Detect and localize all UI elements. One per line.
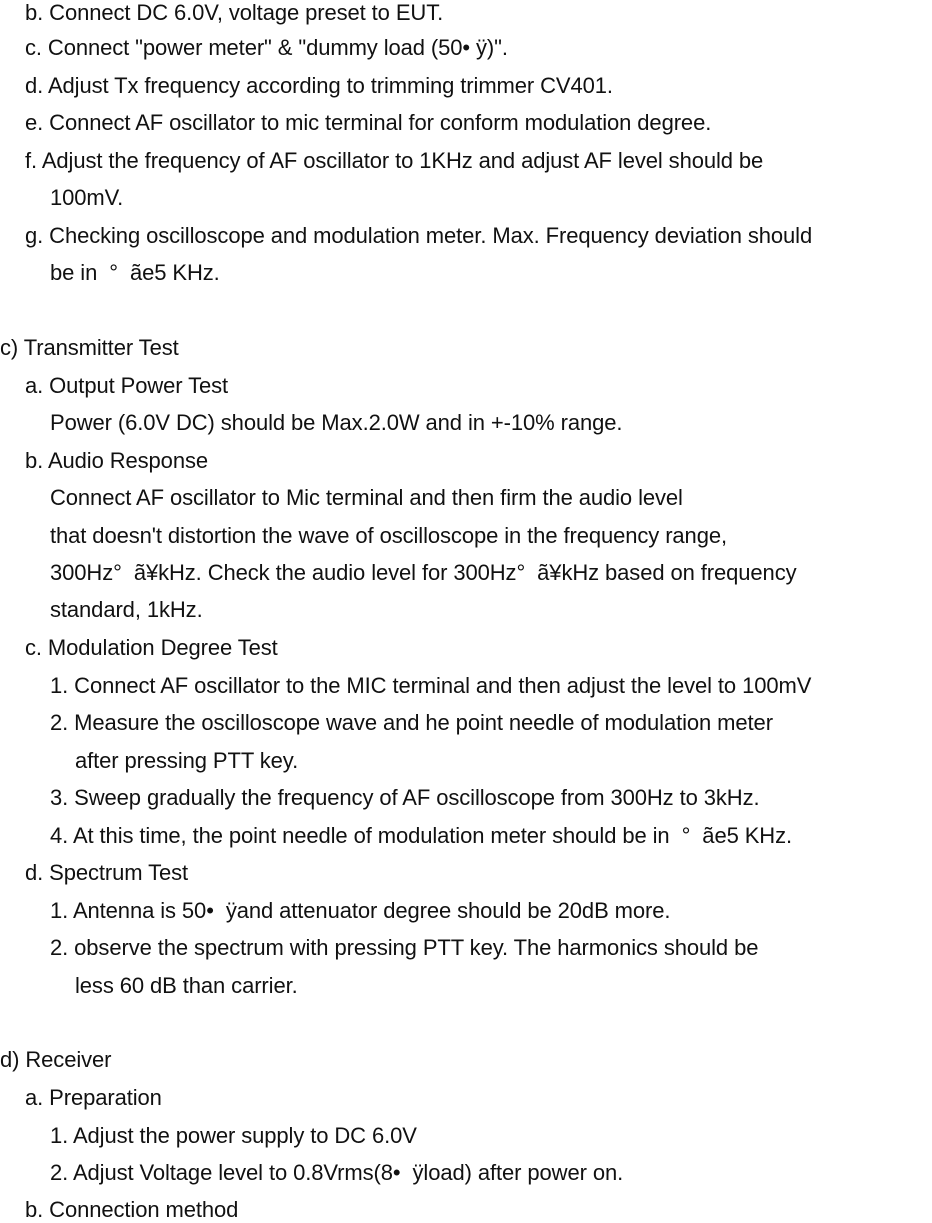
preparation-step-1: 1. Adjust the power supply to DC 6.0V [50, 1123, 417, 1148]
spectrum-step-1: 1. Antenna is 50• ÿand attenuator degree should be 20dB more. [50, 898, 671, 923]
subsection-connection: b. Connection method [25, 1197, 239, 1222]
audio-response-line-2: that doesn't distortion the wave of oscilloscope in the frequency range, [50, 523, 727, 548]
subsection-preparation: a. Preparation [25, 1085, 162, 1110]
preparation-step-2: 2. Adjust Voltage level to 0.8Vrms(8• ÿload) after power on. [50, 1160, 624, 1185]
step-g-checking: g. Checking oscilloscope and modulation meter. Max. Frequency deviation should [25, 223, 813, 248]
modulation-step-2-cont: after pressing PTT key. [75, 748, 299, 773]
audio-response-line-1: Connect AF oscillator to Mic terminal and then firm the audio level [50, 485, 683, 510]
modulation-step-4: 4. At this time, the point needle of modulation meter should be in ° ãe5 KHz. [50, 823, 793, 848]
step-c-connect-meter: c. Connect "power meter" & "dummy load (50• ÿ)". [25, 35, 508, 60]
modulation-step-3: 3. Sweep gradually the frequency of AF oscilloscope from 300Hz to 3kHz. [50, 785, 760, 810]
section-receiver: d) Receiver [0, 1047, 112, 1072]
step-e-connect-af: e. Connect AF oscillator to mic terminal for conform modulation degree. [25, 110, 712, 135]
subsection-spectrum: d. Spectrum Test [25, 860, 189, 885]
subsection-audio-response: b. Audio Response [25, 448, 208, 473]
modulation-step-2: 2. Measure the oscilloscope wave and he point needle of modulation meter [50, 710, 773, 735]
step-b-connect-dc: b. Connect DC 6.0V, voltage preset to EUT. [25, 0, 444, 25]
subsection-output-power: a. Output Power Test [25, 373, 229, 398]
section-transmitter-test: c) Transmitter Test [0, 335, 179, 360]
spectrum-step-2: 2. observe the spectrum with pressing PTT key. The harmonics should be [50, 935, 759, 960]
step-f-adjust-frequency: f. Adjust the frequency of AF oscillator to 1KHz and adjust AF level should be [25, 148, 764, 173]
step-g-continuation: be in ° ãe5 KHz. [50, 260, 220, 285]
step-f-continuation: 100mV. [50, 185, 124, 210]
output-power-text: Power (6.0V DC) should be Max.2.0W and in +-10% range. [50, 410, 623, 435]
spectrum-step-2-cont: less 60 dB than carrier. [75, 973, 298, 998]
audio-response-line-3: 300Hz° ã¥kHz. Check the audio level for 300Hz° ã¥kHz based on frequency [50, 560, 797, 585]
modulation-step-1: 1. Connect AF oscillator to the MIC terminal and then adjust the level to 100mV [50, 673, 812, 698]
subsection-modulation: c. Modulation Degree Test [25, 635, 278, 660]
audio-response-line-4: standard, 1kHz. [50, 597, 203, 622]
step-d-adjust-tx: d. Adjust Tx frequency according to trimming trimmer CV401. [25, 73, 613, 98]
